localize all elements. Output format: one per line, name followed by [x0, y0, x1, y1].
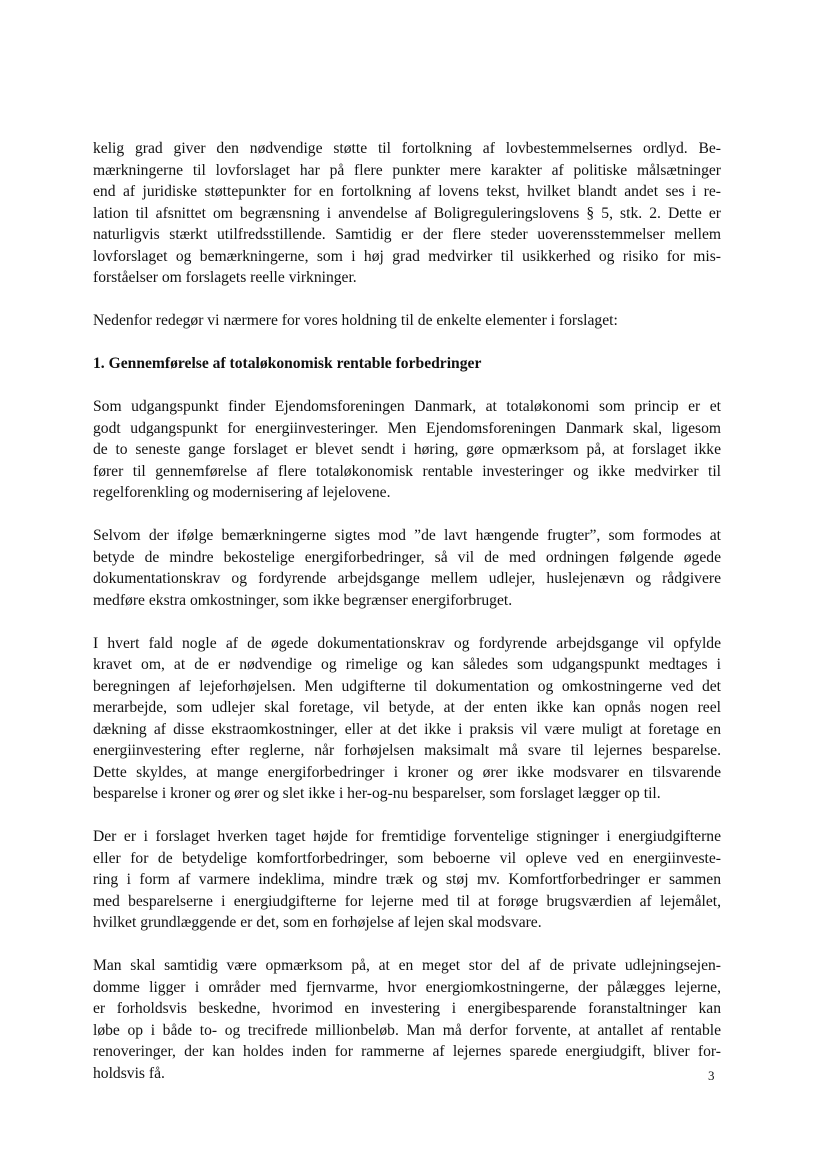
text-line: ring i form af varmere indeklima, mindre træk og støj mv. Komfortforbedringer er sammen	[93, 871, 721, 888]
text-line: hvilket grundlæggende er det, som en forhøjelse af lejen skal modsvare.	[93, 914, 542, 931]
text-line: Selvom der ifølge bemærkningerne sigtes mod ”de lavt hængende frugter”, som formodes at	[93, 527, 721, 544]
text-line: merarbejde, som udlejer skal foretage, vil betyde, at der enten ikke kan opnås nogen reel	[93, 699, 721, 716]
text-line: dokumentationskrav og fordyrende arbejdsgange mellem udlejer, huslejenævn og rådgivere	[93, 570, 721, 587]
text-line: mærkningerne til lovforslaget har på flere punkter mere karakter af politiske målsætninger	[93, 161, 721, 179]
section-paragraph-3	[93, 633, 721, 805]
text-line: forståelser om forslagets reelle virkninger.	[93, 269, 357, 286]
section-paragraph-1	[93, 396, 721, 504]
text-line: besparelse i kroner og ører og slet ikke i her-og-nu besparelser, som forslaget lægger op til.	[93, 785, 661, 802]
intro-paragraph-2	[93, 310, 721, 332]
text-line: eller for de betydelige komfortforbedringer, som beboerne vil opleve ved en energiinveste-	[93, 849, 721, 867]
text-line: med besparelserne i energiudgifterne for lejerne med til at forøge brugsværdien af lejemålet,	[93, 892, 721, 910]
section-paragraph-5	[93, 955, 721, 1084]
intro-paragraph-1	[93, 138, 721, 289]
text-line: de to seneste gange forslaget er blevet sendt i høring, gøre opmærksom på, at forslaget ikke	[93, 441, 721, 458]
text-line: godt udgangspunkt for energiinvesteringer. Men Ejendomsforeningen Danmark skal, ligesom	[93, 419, 721, 437]
section-heading: 1. Gennemførelse af totaløkonomisk rentable forbedringer	[93, 355, 482, 372]
text-line: dækning af disse ekstraomkostninger, eller at det ikke i praksis vil være muligt at foretage en	[93, 720, 721, 738]
text-line: Der er i forslaget hverken taget højde for fremtidige forventelige stigninger i energiudgifterne	[93, 828, 721, 845]
text-line: Som udgangspunkt finder Ejendomsforeningen Danmark, at totaløkonomi som princip er et	[93, 398, 721, 415]
text-line: holdsvis få.	[93, 1064, 165, 1082]
text-line: Man skal samtidig være opmærksom på, at en meget stor del af de private udlejningsejen-	[93, 957, 721, 974]
page-number: 3	[708, 1068, 715, 1083]
text-line: beregningen af lejeforhøjelsen. Men udgifterne til dokumentation og omkostningerne ved det	[93, 677, 721, 695]
text-line: medføre ekstra omkostninger, som ikke begrænser energiforbruget.	[93, 591, 513, 609]
text-line: renoveringer, der kan holdes inden for rammerne af lejernes sparede energiudgift, bliver for-	[93, 1043, 721, 1060]
text-line: betyde de mindre bekostelige energiforbedringer, så vil de med ordningen følgende øgede	[93, 548, 721, 566]
section-paragraph-4	[93, 826, 721, 934]
text-line: lation til afsnittet om begrænsning i anvendelse af Boligreguleringslovens § 5, stk. 2. Dette er	[93, 204, 721, 222]
text-line: er forholdsvis beskedne, hvorimod en investering i energibesparende foranstaltninger kan	[93, 1000, 721, 1017]
text-line: regelforenkling og modernisering af lejelovene.	[93, 484, 391, 501]
text-line: kravet om, at de er nødvendige og rimelige og kan således som udgangspunkt medtages i	[93, 656, 721, 673]
text-line: lovforslaget og bemærkningerne, som i høj grad medvirker til usikkerhed og risiko for mis-	[93, 247, 721, 265]
text-line: Dette skyldes, at mange energiforbedringer i kroner og ører ikke modsvarer en tilsvarende	[93, 763, 721, 781]
text-line: I hvert fald nogle af de øgede dokumentationskrav og fordyrende arbejdsgange vil opfylde	[93, 634, 721, 652]
text-line: domme ligger i områder med fjernvarme, hvor energiomkostningerne, der pålægges lejerne,	[93, 978, 721, 996]
text-line: Nedenfor redegør vi nærmere for vores holdning til de enkelte elementer i forslaget:	[93, 312, 618, 329]
text-line: energiinvestering efter reglerne, når forhøjelsen maksimalt må svare til lejernes besparelse.	[93, 742, 721, 759]
text-line: kelig grad giver den nødvendige støtte til fortolkning af lovbestemmelsernes ordlyd. Be-	[93, 140, 721, 157]
text-line: løbe op i både to- og trecifrede millionbeløb. Man må derfor forvente, at antallet af rentable	[93, 1021, 721, 1039]
section-paragraph-2	[93, 525, 721, 611]
text-line: end af juridiske støttepunkter for en fortolkning af lovens tekst, hvilket blandt andet ses i re-	[93, 183, 721, 200]
body-text	[93, 138, 721, 1106]
text-line: fører til gennemførelse af flere totaløkonomisk rentable investeringer og ikke medvirker til	[93, 462, 721, 480]
text-line: naturligvis stærkt utilfredsstillende. Samtidig er der flere steder uoverensstemmelser mellem	[93, 226, 721, 243]
